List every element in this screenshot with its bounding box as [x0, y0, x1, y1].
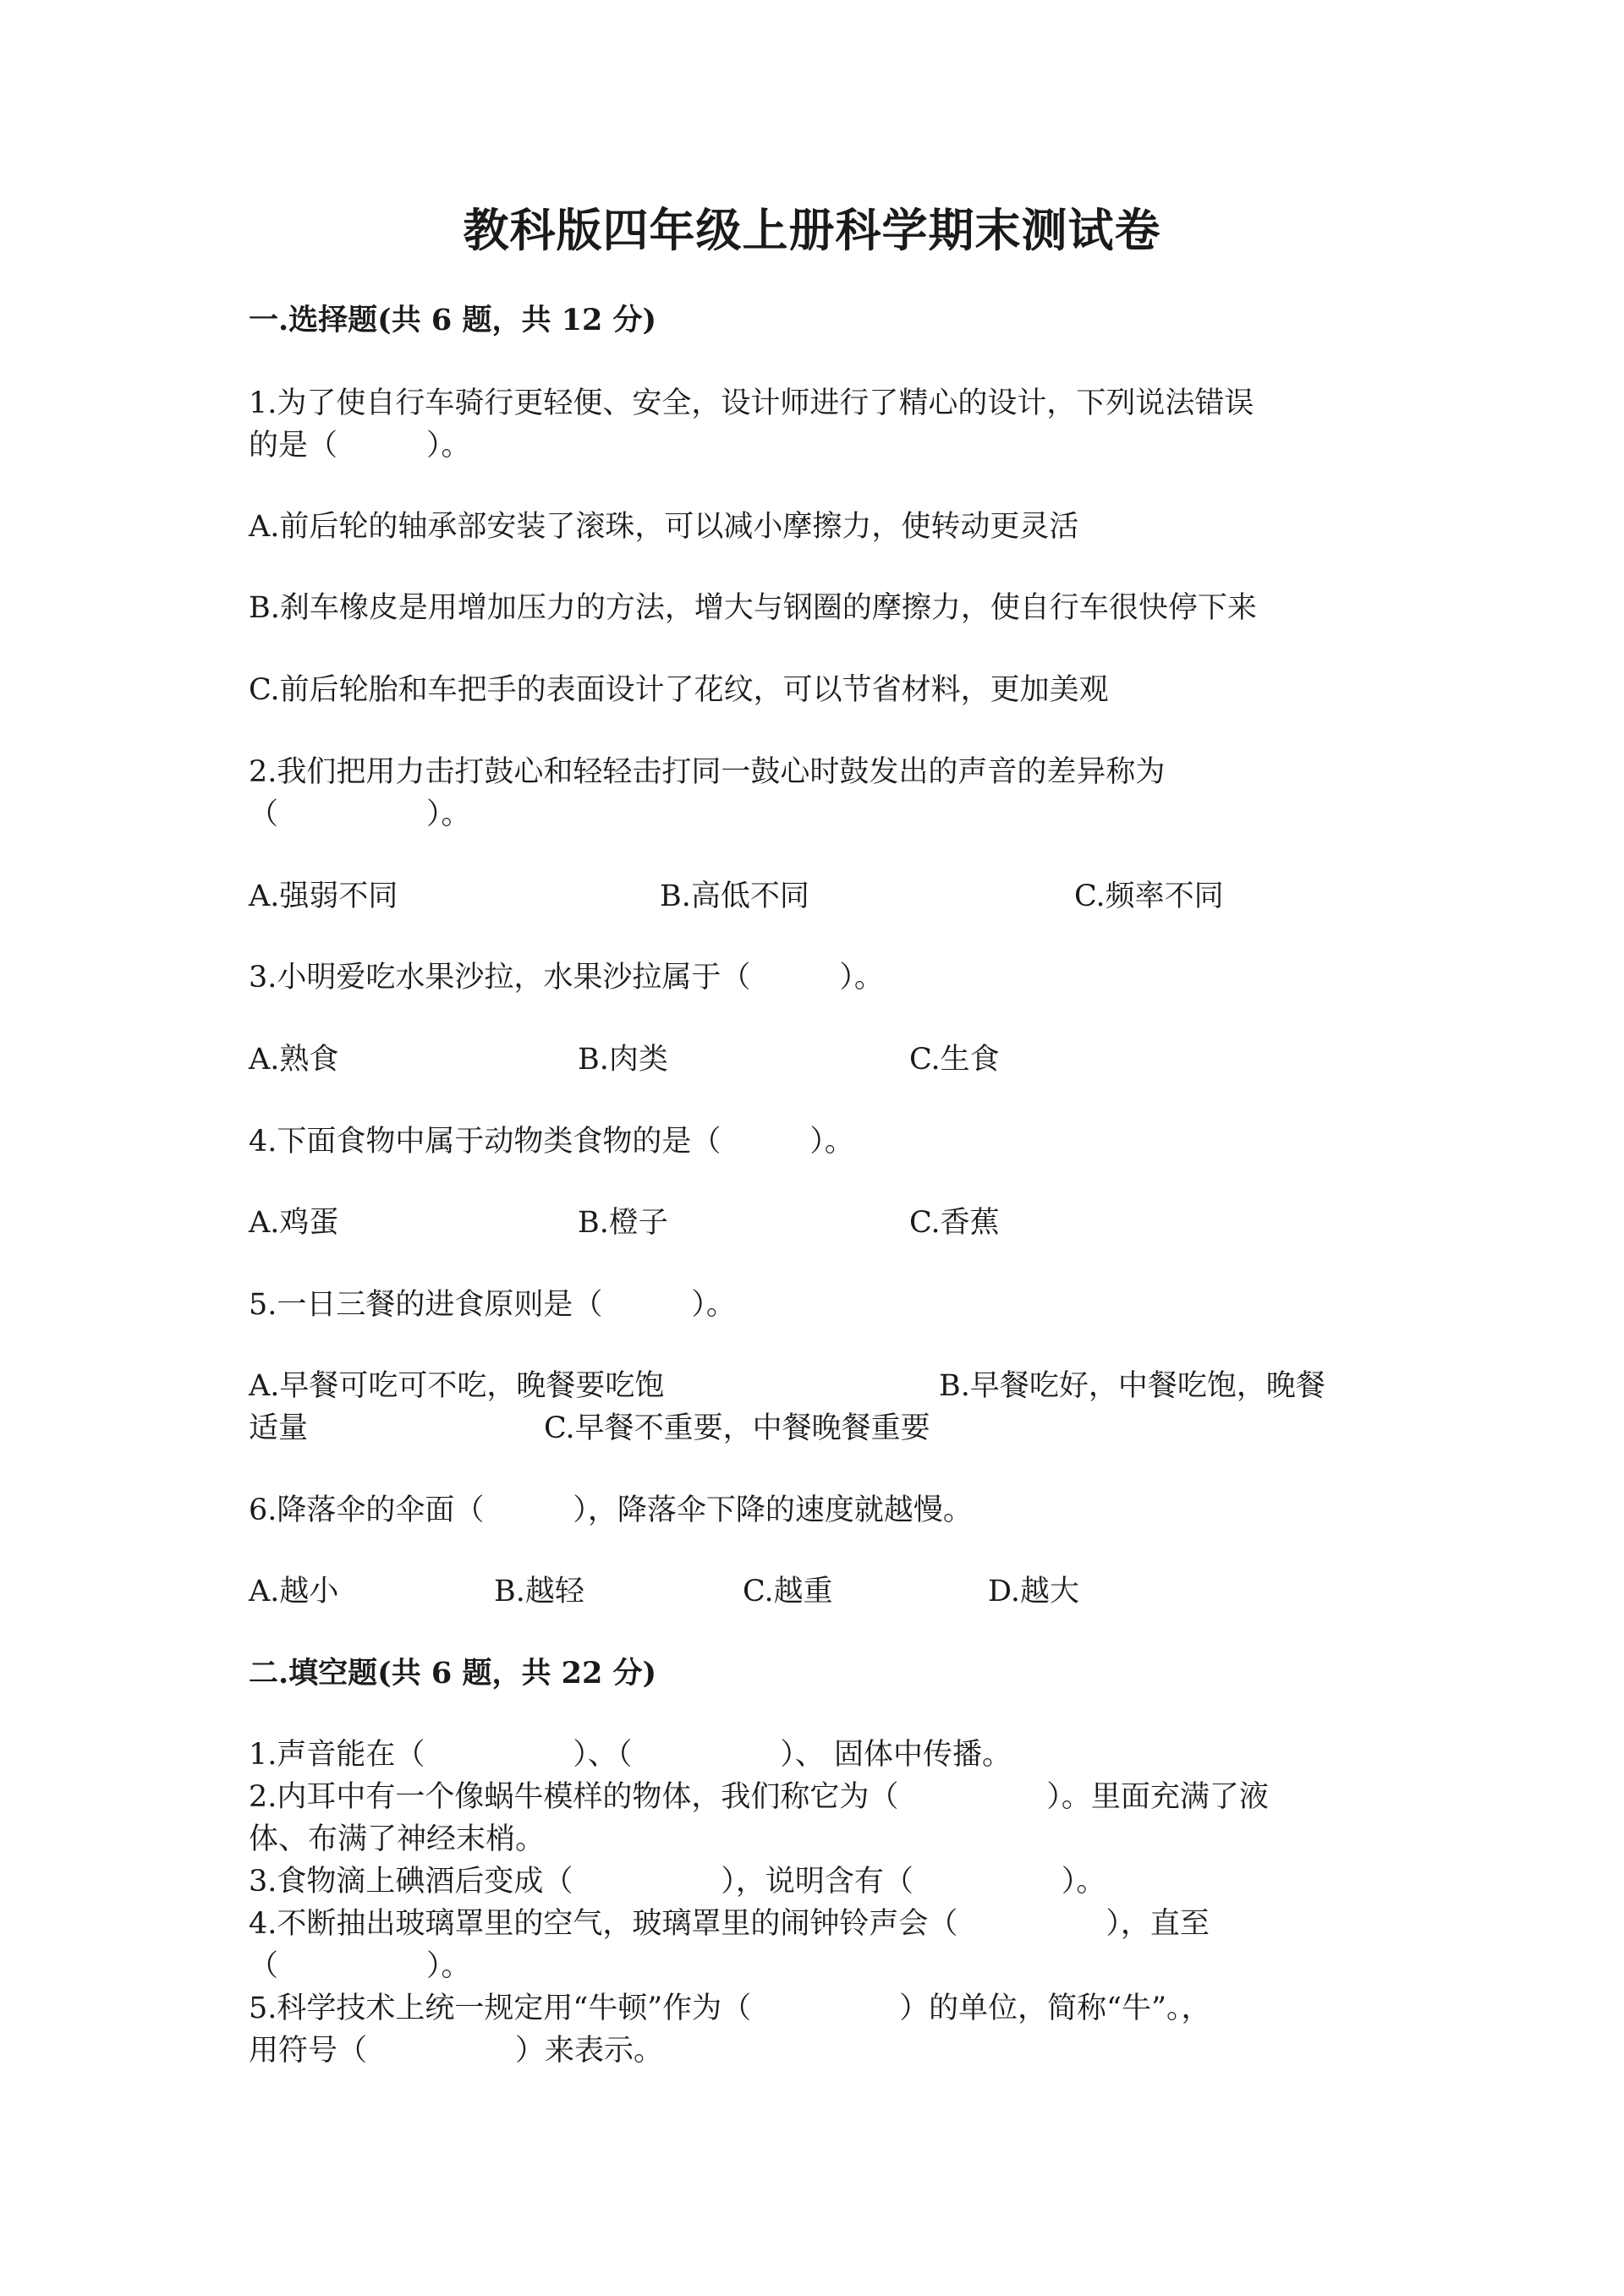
- question-4-option-b: B.橙子: [578, 1206, 668, 1240]
- question-1-stem-line-2: 的是（ ）。: [249, 429, 471, 463]
- question-5-option-b: B.早餐吃好，中餐吃饱，晚餐: [939, 1369, 1325, 1403]
- question-3-option-a: A.熟食: [249, 1043, 339, 1077]
- fill-question-1: 1.声音能在（ ）、（ ）、 固体中传播。: [249, 1738, 1012, 1772]
- question-5-option-b-continuation: 适量: [249, 1411, 309, 1445]
- question-2-option-b: B.高低不同: [660, 879, 809, 913]
- question-2-option-c: C.频率不同: [1074, 879, 1224, 913]
- question-6-option-c: C.越重: [743, 1575, 833, 1608]
- section-heading-fill-in-blank: 二.填空题(共 6 题，共 22 分): [249, 1656, 657, 1690]
- question-5-option-c: C.早餐不重要，中餐晚餐重要: [544, 1411, 930, 1445]
- question-1-option-b: B.刹车橡皮是用增加压力的方法，增大与钢圈的摩擦力，使自行车很快停下来: [249, 591, 1257, 625]
- question-4-option-a: A.鸡蛋: [249, 1206, 339, 1240]
- question-3-option-c: C.生食: [909, 1043, 1000, 1077]
- question-3-option-b: B.肉类: [578, 1043, 668, 1077]
- fill-question-2-line-2: 体、布满了神经末梢。: [249, 1822, 546, 1856]
- question-6-option-b: B.越轻: [494, 1575, 584, 1608]
- question-1-stem-line-1: 1.为了使自行车骑行更轻便、安全，设计师进行了精心的设计，下列说法错误: [249, 386, 1254, 420]
- fill-question-3: 3.食物滴上碘酒后变成（ ），说明含有（ ）。: [249, 1865, 1106, 1899]
- fill-question-4-line-1: 4.不断抽出玻璃罩里的空气，玻璃罩里的闹钟铃声会（ ），直至: [249, 1907, 1210, 1941]
- question-1-option-a: A.前后轮的轴承部安装了滚珠，可以减小摩擦力，使转动更灵活: [249, 510, 1079, 544]
- question-3-stem: 3.小明爱吃水果沙拉，水果沙拉属于（ ）。: [249, 961, 884, 995]
- fill-question-5-line-1: 5.科学技术上统一规定用“牛顿”作为（ ）的单位，简称“牛”。，: [249, 1992, 1211, 2025]
- question-6-option-d: D.越大: [988, 1575, 1079, 1608]
- section-heading-multiple-choice: 一.选择题(共 6 题，共 12 分): [249, 303, 657, 337]
- question-4-stem: 4.下面食物中属于动物类食物的是（ ）。: [249, 1125, 854, 1159]
- exam-title: 教科版四年级上册科学期末测试卷: [463, 203, 1161, 257]
- question-2-option-a: A.强弱不同: [249, 879, 398, 913]
- question-1-option-c: C.前后轮胎和车把手的表面设计了花纹，可以节省材料，更加美观: [249, 673, 1109, 707]
- question-2-stem-line-2: （ ）。: [249, 797, 471, 831]
- fill-question-2-line-1: 2.内耳中有一个像蜗牛模样的物体，我们称它为（ ）。里面充满了液: [249, 1780, 1269, 1814]
- fill-question-5-line-2: 用符号（ ）来表示。: [249, 2034, 664, 2068]
- question-5-stem: 5.一日三餐的进食原则是（ ）。: [249, 1288, 736, 1322]
- question-2-stem-line-1: 2.我们把用力击打鼓心和轻轻击打同一鼓心时鼓发出的声音的差异称为: [249, 755, 1166, 789]
- question-6-stem: 6.降落伞的伞面（ ），降落伞下降的速度就越慢。: [249, 1493, 973, 1527]
- question-4-option-c: C.香蕉: [909, 1206, 1000, 1240]
- question-5-option-a: A.早餐可吃可不吃，晚餐要吃饱: [249, 1369, 665, 1403]
- fill-question-4-line-2: （ ）。: [249, 1949, 471, 1983]
- question-6-option-a: A.越小: [249, 1575, 339, 1608]
